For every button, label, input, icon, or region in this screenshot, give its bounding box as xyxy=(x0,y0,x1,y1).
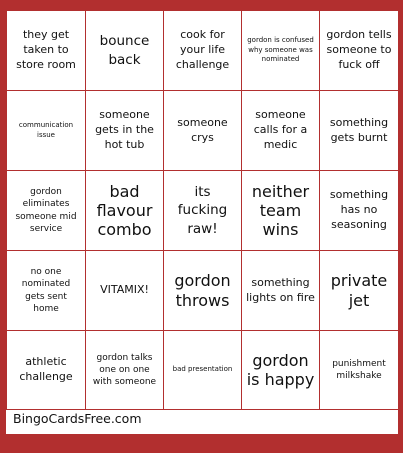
bingo-cell[interactable]: its fucking raw! xyxy=(164,171,242,251)
bingo-cell[interactable]: communication issue xyxy=(7,91,86,171)
bingo-cell[interactable]: someone gets in the hot tub xyxy=(86,91,164,171)
bingo-cell[interactable]: punishment milkshake xyxy=(320,331,399,410)
bingo-cell[interactable]: something gets burnt xyxy=(320,91,399,171)
bingo-cell[interactable]: bad flavour combo xyxy=(86,171,164,251)
bingo-cell[interactable]: cook for your life challenge xyxy=(164,11,242,91)
bingo-cell[interactable]: gordon eliminates someone mid service xyxy=(7,171,86,251)
bingo-cell[interactable]: private jet xyxy=(320,251,399,331)
bingo-cell[interactable]: gordon talks one on one with someone xyxy=(86,331,164,410)
bingo-cell[interactable]: they get taken to store room xyxy=(7,11,86,91)
bingo-cell[interactable]: bad presentation xyxy=(164,331,242,410)
bingo-cell[interactable]: something has no seasoning xyxy=(320,171,399,251)
bingo-cell[interactable]: gordon is happy xyxy=(242,331,320,410)
bingo-cell[interactable]: bounce back xyxy=(86,11,164,91)
bingo-card xyxy=(6,10,398,434)
bingo-cell[interactable]: someone crys xyxy=(164,91,242,171)
bingo-cell[interactable]: something lights on fire xyxy=(242,251,320,331)
bingo-grid xyxy=(6,10,399,410)
bingo-cell[interactable]: gordon throws xyxy=(164,251,242,331)
site-footer-text: BingoCardsFree.com xyxy=(13,411,142,426)
bingo-cell[interactable]: gordon tells someone to fuck off xyxy=(320,11,399,91)
bingo-cell[interactable]: VITAMIX! xyxy=(86,251,164,331)
bingo-cell[interactable]: gordon is confused why someone was nominated xyxy=(242,11,320,91)
bingo-cell[interactable]: neither team wins xyxy=(242,171,320,251)
bingo-cell[interactable]: athletic challenge xyxy=(7,331,86,410)
bingo-cell[interactable]: someone calls for a medic xyxy=(242,91,320,171)
bingo-cell[interactable]: no one nominated gets sent home xyxy=(7,251,86,331)
